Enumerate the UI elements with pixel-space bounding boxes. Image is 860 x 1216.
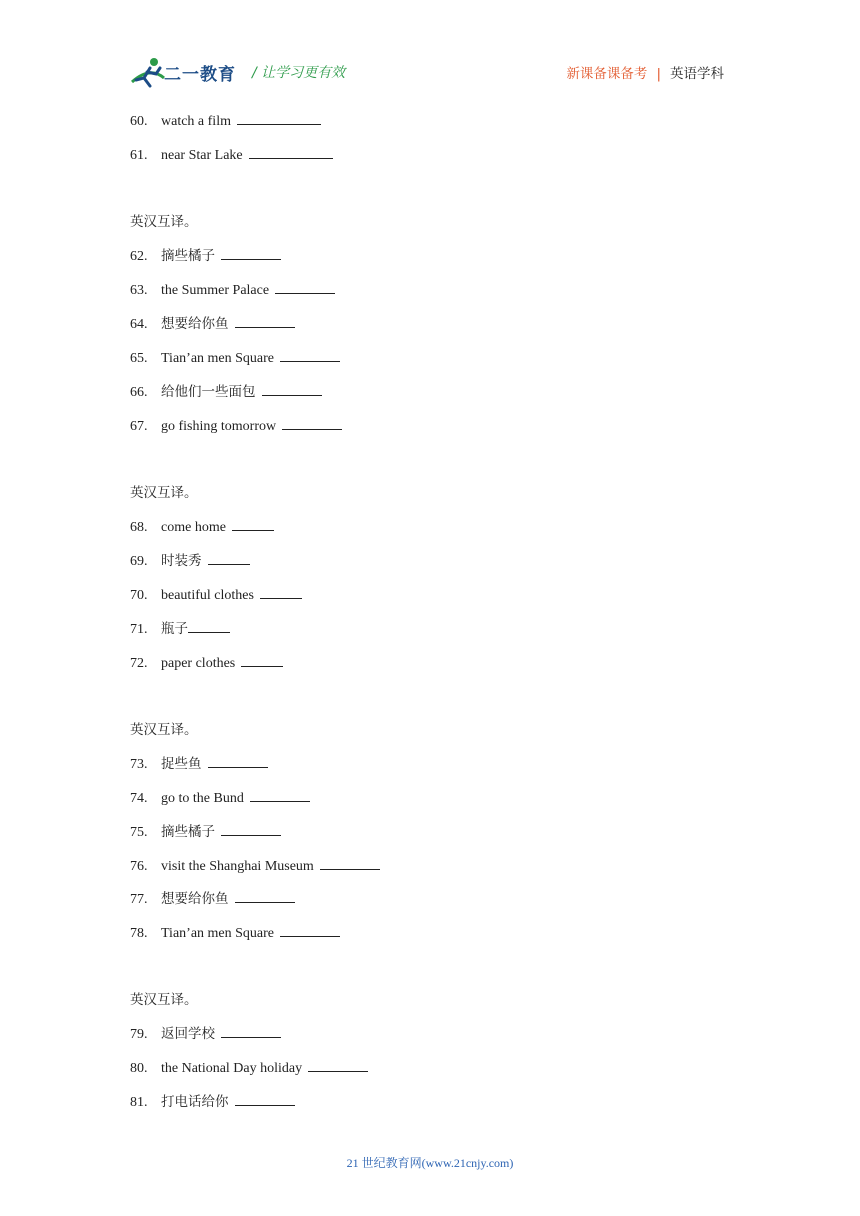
section-heading <box>130 484 198 503</box>
item-number: 62. <box>130 249 148 264</box>
exercise-item <box>130 417 342 436</box>
exercise-item <box>130 315 295 334</box>
item-prompt: come home <box>161 520 226 535</box>
item-number: 78. <box>130 926 148 941</box>
exercise-item <box>130 789 310 808</box>
item-number: 80. <box>130 1061 148 1076</box>
answer-blank[interactable] <box>282 417 342 430</box>
answer-blank[interactable] <box>235 315 295 328</box>
answer-blank[interactable] <box>280 924 340 937</box>
item-prompt: the Summer Palace <box>161 283 270 298</box>
section-heading <box>130 213 198 232</box>
page-header <box>0 0 860 100</box>
section-title: 英汉互译。 <box>130 214 198 230</box>
answer-blank[interactable] <box>237 112 321 125</box>
answer-blank[interactable] <box>260 586 302 599</box>
item-number: 75. <box>130 825 148 840</box>
item-number: 79. <box>130 1027 148 1042</box>
item-number: 81. <box>130 1095 148 1110</box>
item-prompt: go fishing tomorrow <box>161 419 277 434</box>
answer-blank[interactable] <box>232 518 274 531</box>
exercise-item <box>130 924 340 943</box>
answer-blank[interactable] <box>241 654 283 667</box>
logo-name: 二一教育 <box>164 65 236 85</box>
section-title: 英汉互译。 <box>130 992 198 1008</box>
exercise-item <box>130 518 274 537</box>
header-tags <box>566 62 724 82</box>
exercise-item <box>130 890 295 909</box>
item-prompt: 打电话给你 <box>161 1094 229 1110</box>
item-prompt: the National Day holiday <box>161 1061 303 1076</box>
item-number: 64. <box>130 317 148 332</box>
item-number: 73. <box>130 757 148 772</box>
exercise-item <box>130 349 340 368</box>
exercise-item <box>130 383 322 402</box>
exercise-item <box>130 146 333 165</box>
slogan: / 让学习更有效 <box>252 65 346 81</box>
item-prompt: go to the Bund <box>161 791 244 806</box>
header-tag: 新课备课备考 <box>566 66 648 82</box>
exercise-item <box>130 1025 281 1044</box>
item-number: 77. <box>130 892 148 907</box>
answer-blank[interactable] <box>275 281 335 294</box>
section-heading <box>130 721 198 740</box>
exercise-item <box>130 620 230 639</box>
section-title: 英汉互译。 <box>130 485 198 501</box>
exercise-item <box>130 552 250 571</box>
item-prompt: 捉些鱼 <box>161 756 202 772</box>
answer-blank[interactable] <box>221 823 281 836</box>
item-prompt: Tian’an men Square <box>161 351 275 366</box>
answer-blank[interactable] <box>249 146 333 159</box>
answer-blank[interactable] <box>262 383 322 396</box>
item-number: 76. <box>130 859 148 874</box>
item-number: 60. <box>130 114 148 129</box>
item-prompt: Tian’an men Square <box>161 926 275 941</box>
item-prompt: 想要给你鱼 <box>161 891 229 907</box>
item-prompt: near Star Lake <box>161 148 243 163</box>
item-number: 68. <box>130 520 148 535</box>
item-number: 74. <box>130 791 148 806</box>
item-number: 70. <box>130 588 148 603</box>
answer-blank[interactable] <box>208 755 268 768</box>
item-prompt: 想要给你鱼 <box>161 316 229 332</box>
answer-blank[interactable] <box>208 552 250 565</box>
exercise-item <box>130 247 281 266</box>
item-prompt: 返回学校 <box>161 1026 215 1042</box>
section-heading <box>130 991 198 1010</box>
exercise-item <box>130 857 380 876</box>
exercise-item <box>130 112 321 131</box>
exercise-item <box>130 755 268 774</box>
item-prompt: visit the Shanghai Museum <box>161 859 314 874</box>
exercise-item <box>130 823 281 842</box>
item-number: 69. <box>130 554 148 569</box>
answer-blank[interactable] <box>221 1025 281 1038</box>
item-number: 65. <box>130 351 148 366</box>
answer-blank[interactable] <box>235 1093 295 1106</box>
answer-blank[interactable] <box>188 620 230 633</box>
item-prompt: 给他们一些面包 <box>161 384 256 400</box>
header-separator: | <box>656 66 661 82</box>
item-prompt: 时装秀 <box>161 553 202 569</box>
exercise-item <box>130 1059 368 1078</box>
answer-blank[interactable] <box>221 247 281 260</box>
answer-blank[interactable] <box>235 890 295 903</box>
item-prompt: 瓶子 <box>161 621 188 637</box>
answer-blank[interactable] <box>320 857 380 870</box>
exercise-item <box>130 281 335 300</box>
exercise-item <box>130 586 302 605</box>
exercise-item <box>130 654 283 673</box>
answer-blank[interactable] <box>308 1059 368 1072</box>
header-subject: 英语学科 <box>670 66 724 82</box>
item-prompt: beautiful clothes <box>161 588 254 603</box>
item-prompt: 摘些橘子 <box>161 248 215 264</box>
item-number: 71. <box>130 622 148 637</box>
item-number: 72. <box>130 656 148 671</box>
item-prompt: watch a film <box>161 114 231 129</box>
item-prompt: 摘些橘子 <box>161 824 215 840</box>
answer-blank[interactable] <box>250 789 310 802</box>
exercise-item <box>130 1093 295 1112</box>
item-prompt: paper clothes <box>161 656 236 671</box>
section-title: 英汉互译。 <box>130 722 198 738</box>
item-number: 63. <box>130 283 148 298</box>
item-number: 66. <box>130 385 148 400</box>
item-number: 67. <box>130 419 148 434</box>
answer-blank[interactable] <box>280 349 340 362</box>
item-number: 61. <box>130 148 148 163</box>
page-footer: 21 世纪教育网(www.21cnjy.com) <box>346 1156 514 1170</box>
